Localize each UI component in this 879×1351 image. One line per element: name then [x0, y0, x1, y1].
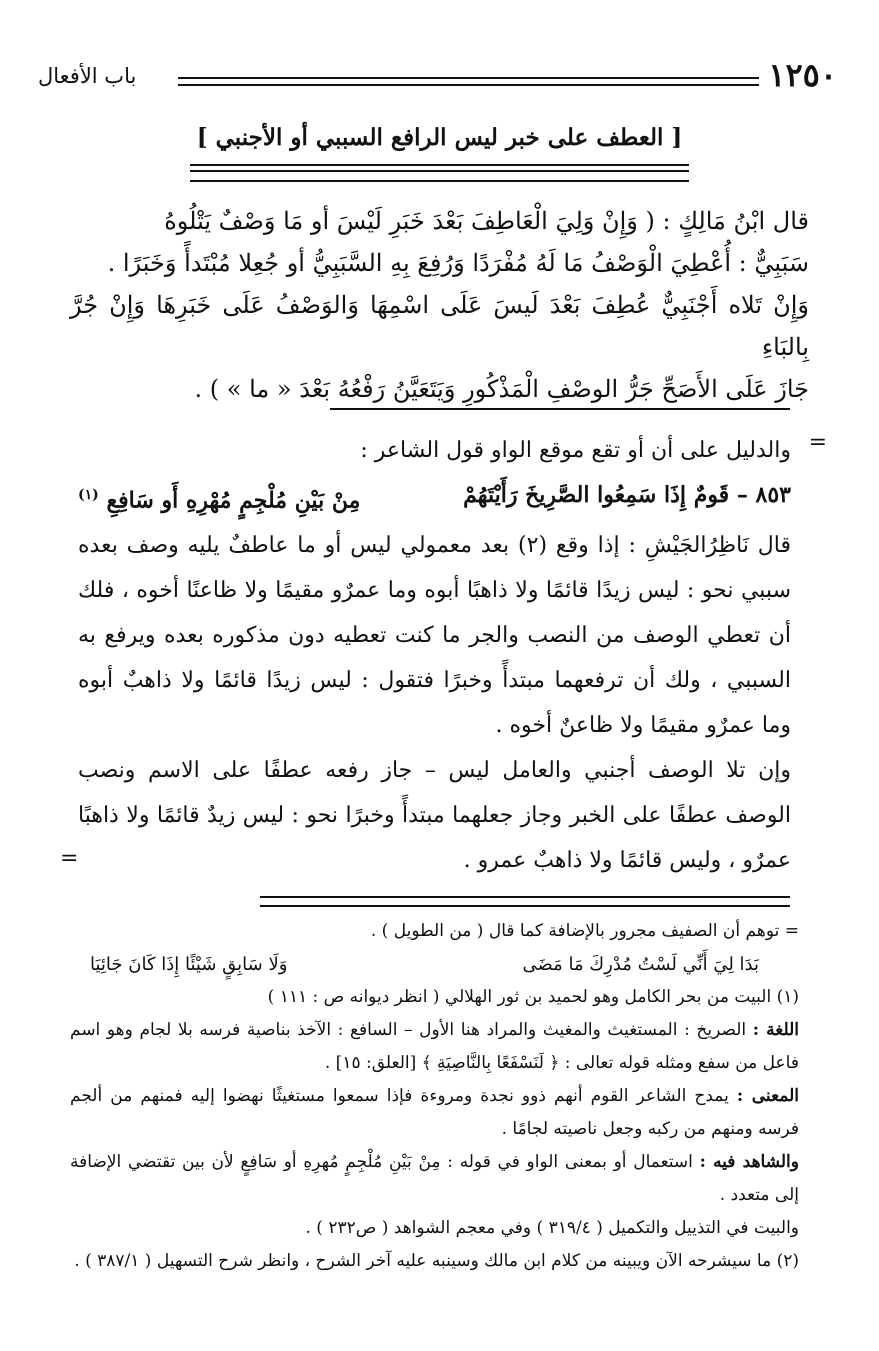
footnote-continuation: = توهم أن الصفيف مجرور بالإضافة كما قال ( من الطويل ) . [370, 921, 799, 941]
page-number: ١٢٥٠ [768, 56, 837, 94]
footnote-2: (٢) ما سيشرحه الآن ويبينه من كلام ابن مالك وسينبه عليه آخر الشرح ، وانظر شرح التسهيل ( ٣٨٧/١ ) . [74, 1251, 799, 1271]
paragraph: قال نَاظِرُالجَيْشِ : إذا وقع (٢) بعد معمولي ليس أو ما عاطفٌ يليه وصف بعده سببي نحو : ليس زيدًا قائمًا ولا ذاهبًا أبوه وما عمرٌو مقيمًا ولا ظاعنًا أخوه ، فلك أن تعطي الوصف من النصب والجر ما كنت تعطيه دون مذكوره بعده ويرفع به السببي ، ولك أن ترفعهما مبتدأً وخبرًا فتقول : ليس زيدًا قائمًا ولا ذاهبٌ أبوه وما عمرٌو مقيمًا ولا ظاعنٌ أخوه . [78, 533, 791, 739]
separator-rule [330, 408, 790, 410]
footnote-mana: المعنى : يمدح الشاعر القوم أنهم ذوو نجدة ومروءة فإذا سمعوا مستغيثًا نهضوا إليه فمنهم من ألجم فرسه ومنهم من ركبه وجعل ناصيته لجامًا . [70, 1086, 799, 1139]
verse-block [70, 200, 809, 410]
footnote-shahid: والشاهد فيه : استعمال أو بمعنى الواو في قوله : مِنْ بَيْنِ مُلْجِمٍ مُهرِهِ أو سَافِعٍ لأن بين تقتضي الإضافة إلى متعدد . [70, 1152, 799, 1205]
title-rules [190, 164, 689, 182]
chapter-title: باب الأفعال [38, 64, 137, 88]
verse-line: سَبَبِيٌّ : أُعْطِيَ الْوَصْفُ مَا لَهُ مُفْرَدًا وَرُفِعَ بِهِ السَّبَبِيُّ أو جُعِلا مُبْتَدأً وَخَبَرًا . [107, 249, 809, 277]
footnote-ref: (١) [78, 487, 99, 503]
footnote-rule [260, 896, 790, 907]
continuation-mark: = [808, 430, 827, 455]
footnote-1: (١) البيت من بحر الكامل وهو لحميد بن ثور الهلالي ( انظر ديوانه ص : ١١١ ) [267, 987, 799, 1007]
body-text [78, 428, 791, 883]
continuation-mark: = [60, 846, 79, 871]
verse-line: قال ابْنُ مَالِكٍ : ( وَإِنْ وَلِيَ الْعَاطِفَ بَعْدَ خَبَرِ لَيْسَ أو مَا وَصْفٌ يَتْلُوهُ [164, 207, 809, 235]
header-rule [178, 77, 759, 86]
footnote-poem: بَدَا لِيَ أَنِّي لَسْتُ مُدْرِكَ مَا مَضَى وَلَا سَابِقٍ شَيْئًا إِذَا كَانَ جَائِيَا [90, 954, 759, 975]
section-title: [ العطف على خبر ليس الرافع السببي أو الأجنبي ] [196, 124, 683, 151]
footnotes [70, 915, 799, 1278]
verse-line: جَازَ عَلَى الأَصَحِّ جَرُّ الوصْفِ الْمَذْكُورِ وَيَتَعَيَّنُ رَفْعُهُ بَعْدَ « ما » ) . [194, 375, 809, 403]
intro-line: والدليل على أن أو تقع موقع الواو قول الشاعر : [360, 438, 791, 463]
footnote-lugha: اللغة : الصريخ : المستغيث والمغيث والمراد هنا الأول – السافع : الآخذ بناصية فرسه بلا لجام وهو اسم فاعل من سفع ومثله قوله تعالى : ﴿ لَنَسْفَعًا بِالنَّاصِيَةِ ﴾ [العلق: ١٥] . [70, 1020, 799, 1073]
verse-line: وَإِنْ تَلاه أَجْنَبِيٌّ عُطِفَ بَعْدَ لَيسَ عَلَى اسْمِهَا وَالوَصْفُ عَلَى خَبَرِهَا وَإِنْ جُرَّ بِالبَاءِ [70, 291, 809, 361]
footnote-reference: والبيت في التذييل والتكميل ( ٣١٩/٤ ) وفي معجم الشواهد ( ص٢٣٢ ) . [305, 1218, 799, 1238]
poem-first-hemistich: ٨٥٣ – قَومٌ إِذَا سَمِعُوا الصَّرِيخَ رَأَيْتَهُمْ [463, 482, 791, 508]
paragraph: وإن تلا الوصف أجنبي والعامل ليس – جاز رفعه عطفًا على الاسم ونصب الوصف عطفًا على الخبر وجاز جعلهما مبتدأً وخبرًا نحو : ليس زيدٌ قائمًا ولا ذاهبًا عمرٌو ، وليس قائمًا ولا ذاهبٌ عمرو . [78, 758, 791, 874]
page-header [38, 56, 837, 96]
poem-verse [78, 473, 791, 523]
poem-second-hemistich: مِنْ بَيْنِ مُلْجِمٍ مُهْرِهِ أَو سَافِعِ $^{(١)}$ [78, 487, 361, 514]
